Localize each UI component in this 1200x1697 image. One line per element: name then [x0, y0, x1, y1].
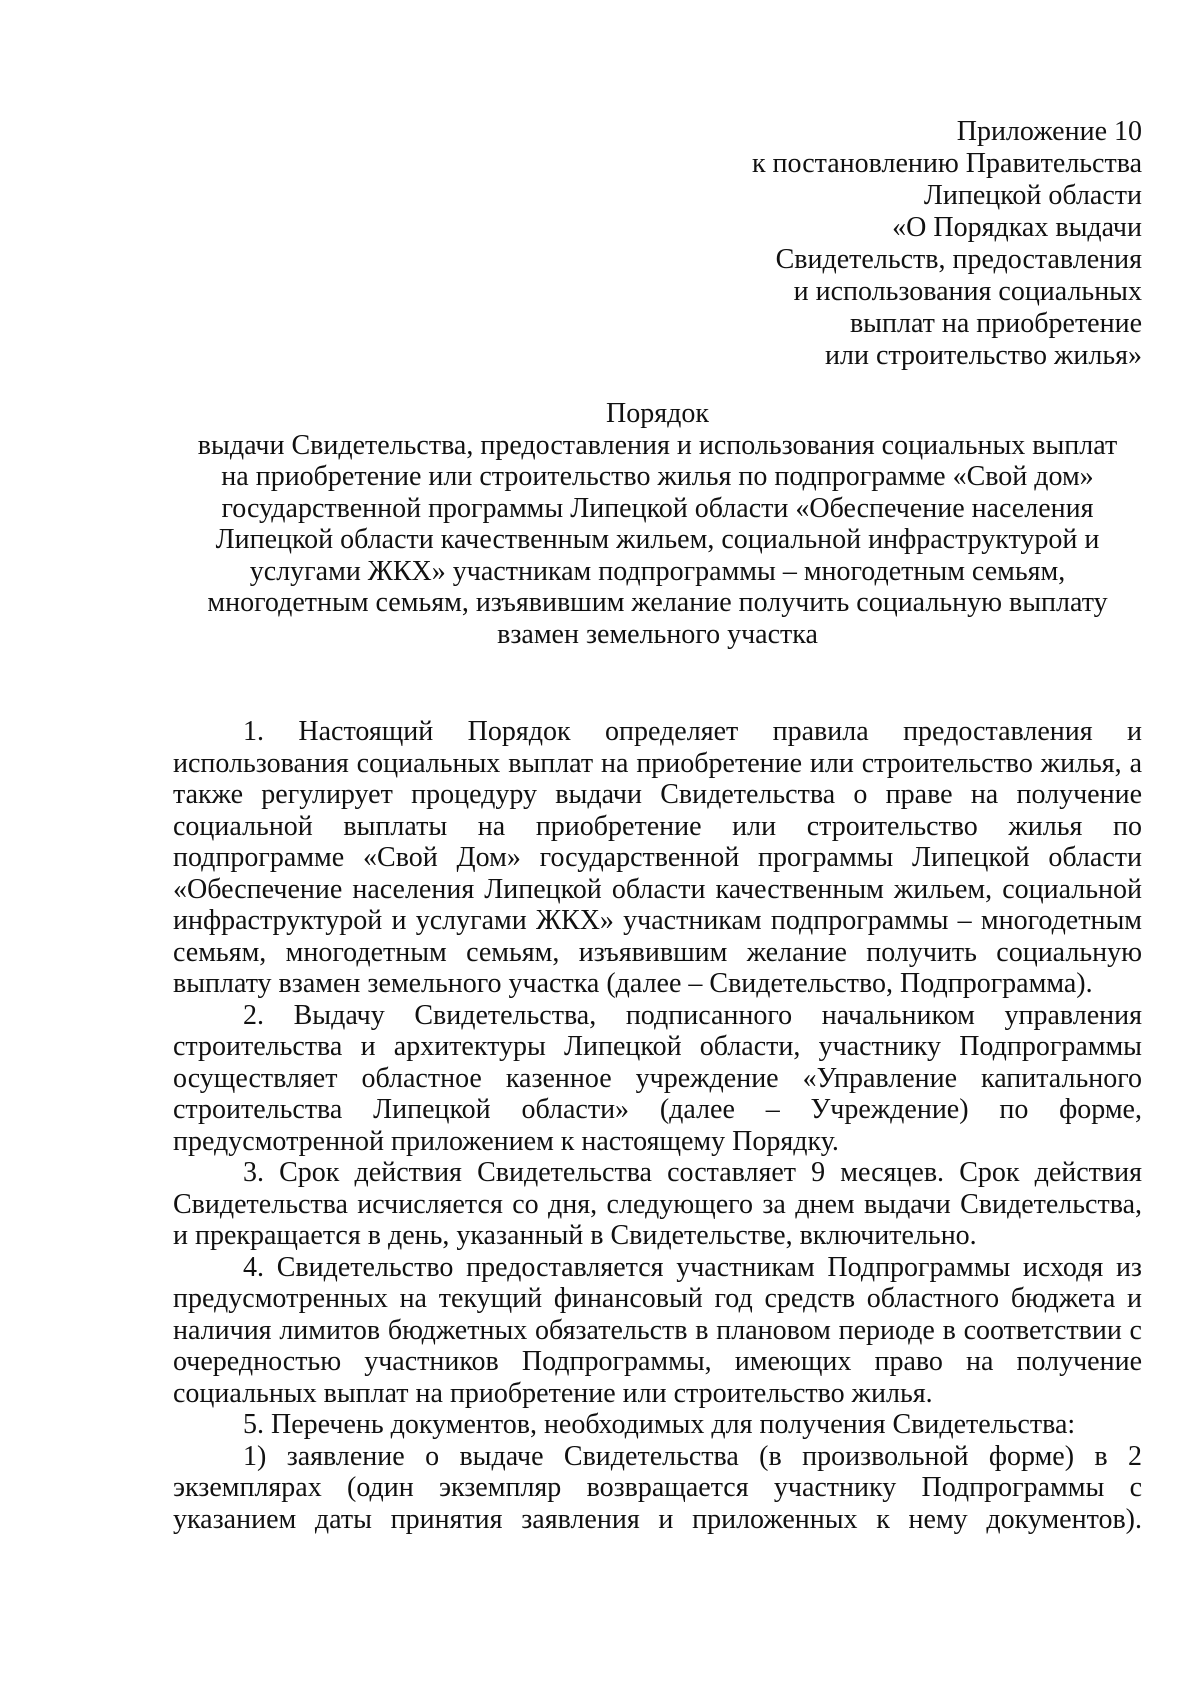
paragraph-5-item-1: 1) заявление о выдаче Свидетельства (в произвольной форме) в 2 экземплярах (один экземпляр возвращается участнику Подпрограммы с указанием даты принятия заявления и приложенных к нему документов).	[173, 1440, 1142, 1535]
appendix-line: Приложение 10	[956, 116, 1142, 147]
title-line: Порядок	[606, 398, 709, 429]
title-line: взамен земельного участка	[497, 618, 818, 650]
appendix-line: или строительство жилья»	[825, 340, 1142, 371]
appendix-line: к постановлению Правительства	[751, 148, 1142, 179]
document-title	[153, 398, 1162, 650]
title-line: выдачи Свидетельства, предоставления и использования социальных выплат	[197, 429, 1118, 461]
paragraph-1: 1. Настоящий Порядок определяет правила предоставления и использования социальных выплат на приобретение или строительство жилья, а также регулирует процедуру выдачи Свидетельства о праве на получение социальной выплаты на приобретение или строительство жилья по подпрограмме «Свой Дом» государственной программы Липецкой области «Обеспечение населения Липецкой области качественным жильем, социальной инфраструктурой и услугами ЖКХ» участникам подпрограммы – многодетным семьям, многодетным семьям, изъявившим желание получить социальную выплату взамен земельного участка (далее – Свидетельство, Подпрограмма).	[173, 716, 1142, 999]
paragraph-4: 4. Свидетельство предоставляется участникам Подпрограммы исходя из предусмотренных на текущий финансовый год средств областного бюджета и наличия лимитов бюджетных обязательств в плановом периоде в соответствии с очередностью участников Подпрограммы, имеющих право на получение социальных выплат на приобретение или строительство жилья.	[173, 1251, 1142, 1409]
document-body	[173, 716, 1142, 1535]
paragraph-5: 5. Перечень документов, необходимых для получения Свидетельства:	[243, 1409, 1076, 1440]
appendix-header	[582, 116, 1142, 372]
paragraph-2: 2. Выдачу Свидетельства, подписанного начальником управления строительства и архитектуры Липецкой области, участнику Подпрограммы осуществляет областное казенное учреждение «Управление капитального строительства Липецкой области» (далее – Учреждение) по форме, предусмотренной приложением к настоящему Порядку.	[173, 999, 1142, 1157]
appendix-line: Свидетельств, предоставления	[775, 244, 1142, 275]
title-line: Липецкой области качественным жильем, социальной инфраструктурой и	[215, 524, 1100, 555]
appendix-line: «О Порядках выдачи	[892, 212, 1142, 243]
document-page	[173, 0, 1142, 1697]
title-line: многодетным семьям, изъявившим желание получить социальную выплату	[207, 587, 1108, 618]
appendix-line: и использования социальных	[793, 276, 1142, 307]
appendix-line: выплат на приобретение	[849, 308, 1142, 339]
paragraph-3: 3. Срок действия Свидетельства составляет 9 месяцев. Срок действия Свидетельства исчисляется со дня, следующего за днем выдачи Свидетельства, и прекращается в день, указанный в Свидетельстве, включительно.	[173, 1157, 1142, 1251]
appendix-line: Липецкой области	[923, 180, 1142, 211]
title-line: государственной программы Липецкой области «Обеспечение населения	[221, 492, 1094, 524]
title-line: услугами ЖКХ» участникам подпрограммы – многодетным семьям,	[249, 555, 1066, 587]
title-line: на приобретение или строительство жилья по подпрограмме «Свой дом»	[221, 461, 1094, 492]
